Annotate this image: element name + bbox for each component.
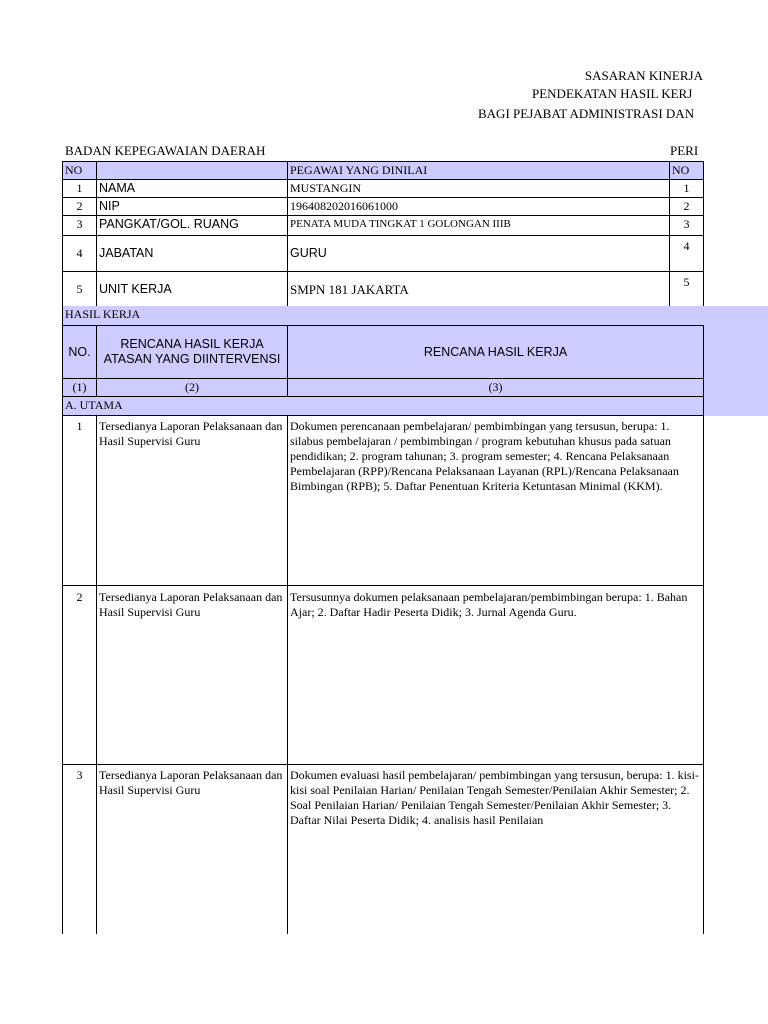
table-row-label: PANGKAT/GOL. RUANG	[96, 215, 288, 236]
row-value-text: GURU	[290, 246, 327, 260]
table-row-no	[62, 235, 97, 272]
col-label-header	[96, 161, 288, 180]
col-number-2: (2)	[96, 378, 288, 397]
group-utama: A. UTAMA	[62, 396, 704, 416]
table-row-no-right: 5	[669, 271, 704, 307]
doc-title-line-2: PENDEKATAN HASIL KERJ	[532, 86, 693, 101]
row-no-text: 5	[76, 281, 83, 296]
employee-position	[287, 235, 670, 272]
employee-name: MUSTANGIN	[287, 179, 670, 198]
row-value-text: SMPN 181 JAKARTA	[290, 281, 409, 297]
row-label-text: UNIT KERJA	[99, 281, 172, 296]
table-row-no: 3	[62, 215, 97, 236]
org-name: BADAN KEPEGAWAIAN DAERAH	[65, 143, 266, 158]
table-row-no: 2	[62, 585, 97, 765]
col-number-1: (1)	[62, 378, 97, 397]
table-row-no-right: 2	[669, 197, 704, 216]
table-row-atasan: Tersedianya Laporan Pelaksanaan dan Hasil Supervisi Guru	[96, 764, 288, 934]
table-row-no-right: 4	[669, 235, 704, 272]
row-no-text: 4	[76, 246, 83, 260]
table-row-atasan: Tersedianya Laporan Pelaksanaan dan Hasil Supervisi Guru	[96, 585, 288, 765]
table-row-no-right: 1	[669, 179, 704, 198]
table-row-rencana: Dokumen perencanaan pembelajaran/ pembimbingan yang tersusun, berupa: 1. silabus pembelajaran / pembimbingan / program kebutuhan khusus pada satuan pendidikan; 2. program tahunan; 3. program semester; 4. Rencana Pelaksanaan Pembelajaran (RPP)/Rencana Pelaksanaan Layanan (RPL)/Rencana Pelaksanaan Bimbingan (RPB); 5. Daftar Penentuan Kriteria Ketuntasan Minimal (KKM).	[287, 415, 704, 586]
col-atasan-header	[96, 325, 288, 379]
row-label-text: JABATAN	[99, 246, 154, 260]
table-row-rencana: Dokumen evaluasi hasil pembelajaran/ pembimbingan yang tersusun, berupa: 1. kisi-kisi soal Penilaian Harian/ Penilaian Tengah Semester/Penilaian Akhir Semester; 2. Soal Penilaian Harian/ Penilaian Tengah Semester/Penilaian Akhir Semester; 3. Daftar Nilai Peserta Didik; 4. analisis hasil Penilaian	[287, 764, 704, 934]
table-row-no	[62, 271, 97, 307]
table-row-label	[96, 271, 288, 307]
employee-rank: PENATA MUDA TINGKAT 1 GOLONGAN IIIB	[287, 215, 670, 236]
table-row-label: NAMA	[96, 179, 288, 198]
col-no-header	[62, 325, 97, 379]
table-row-label	[96, 235, 288, 272]
doc-title-line-3: BAGI PEJABAT ADMINISTRASI DAN	[478, 106, 695, 121]
col-rencana-text: RENCANA HASIL KERJA	[423, 344, 568, 359]
doc-title-line-1: SASARAN KINERJA	[584, 68, 703, 83]
col-no-text: NO.	[68, 344, 91, 359]
right-shaded-block	[704, 306, 768, 416]
section-hasil-kerja: HASIL KERJA	[62, 306, 704, 326]
col-value-header: PEGAWAI YANG DINILAI	[287, 161, 670, 180]
col-no-header: NO	[62, 161, 97, 180]
col-atasan-text: RENCANA HASIL KERJA ATASAN YANG DIINTERVENSI	[103, 337, 281, 366]
employee-unit	[287, 271, 670, 307]
period-label: PERI	[670, 143, 699, 158]
table-row-no-right: 3	[669, 215, 704, 236]
col-no-right-header: NO	[669, 161, 704, 180]
employee-nip: 196408202016061000	[287, 197, 670, 216]
col-number-3: (3)	[287, 378, 704, 397]
col-rencana-header	[287, 325, 704, 379]
table-row-rencana: Tersusunnya dokumen pelaksanaan pembelajaran/pembimbingan berupa: 1. Bahan Ajar; 2. Daftar Hadir Peserta Didik; 3. Jurnal Agenda Guru.	[287, 585, 704, 765]
table-row-no: 1	[62, 415, 97, 586]
table-row-no: 2	[62, 197, 97, 216]
table-row-atasan: Tersedianya Laporan Pelaksanaan dan Hasil Supervisi Guru	[96, 415, 288, 586]
table-row-label: NIP	[96, 197, 288, 216]
table-row-no: 3	[62, 764, 97, 934]
table-row-no: 1	[62, 179, 97, 198]
